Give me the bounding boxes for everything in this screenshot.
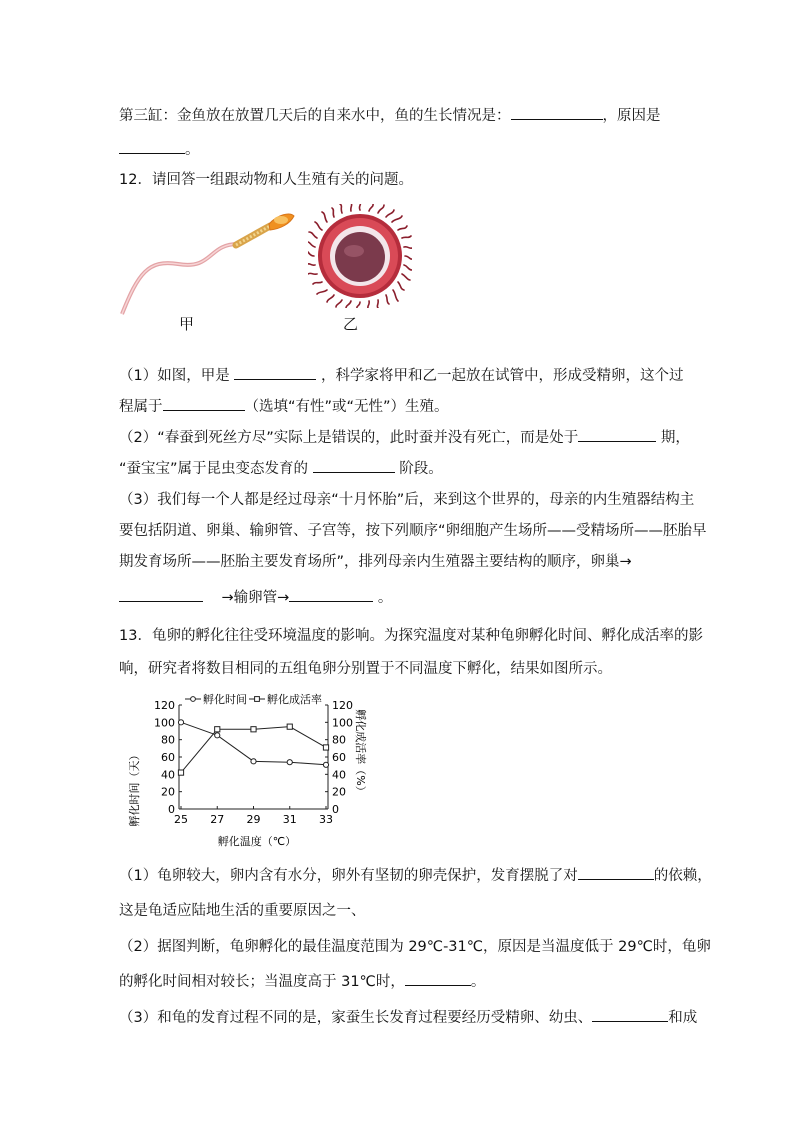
label-yi: 乙	[343, 315, 359, 333]
chart-ylabel-right: 孵化成活率（%）	[354, 709, 367, 797]
chart-point-circle	[178, 720, 183, 725]
q13-p1-line1: （1）龟卵较大，卵内含有水分，卵外有坚韧的卵壳保护，发育摆脱了对 的依赖，	[119, 864, 712, 885]
chart-ytick-label-left: 0	[168, 803, 175, 816]
q13-p3-line1: （3）和龟的发育过程不同的是，家蚕生长发育过程要经历受精卵、幼虫、 和成	[119, 1006, 697, 1027]
chart-ytick-label-left: 120	[154, 699, 175, 712]
answer-blank[interactable]	[511, 105, 603, 120]
chart-legend-label: 孵化时间	[203, 693, 247, 706]
q12-p3-line3: 期发育场所——胚胎主要发育场所”，排列母亲内生殖器主要结构的顺序，卵巢→	[119, 554, 632, 570]
chart-point-square	[215, 727, 220, 732]
chart-point-square	[323, 745, 328, 750]
answer-blank[interactable]	[119, 587, 203, 602]
chart-point-square	[178, 770, 183, 775]
answer-blank[interactable]	[313, 458, 395, 473]
q12-p2-line1: （2）“春蚕到死丝方尽”实际上是错误的，此时蚕并没有死亡，而是处于 期，	[119, 426, 690, 447]
chart-ytick-label-left: 80	[161, 733, 175, 747]
q13-p1-line2: 这是龟适应陆地生活的重要原因之一、	[119, 903, 366, 919]
q13-p2-line1: （2）据图判断，龟卵孵化的最佳温度范围为 29℃-31℃，原因是当温度低于 29℃时，龟卵	[119, 939, 711, 955]
chart-ytick-label-left: 20	[161, 785, 175, 799]
q12-p1-line1: （1）如图，甲是 ，科学家将甲和乙一起放在试管中，形成受精卵，这个过	[119, 364, 683, 385]
chart-ytick-label-left: 100	[154, 716, 175, 730]
chart-ytick-label-right: 80	[332, 733, 346, 747]
chart-ytick-label-right: 40	[332, 768, 346, 782]
tank3-line-2: 。	[119, 138, 200, 159]
chart-ylabel-left: 孵化时间（天）	[128, 749, 141, 827]
chart-point-circle	[251, 759, 256, 764]
chart-ytick-label-right: 100	[332, 716, 353, 730]
chart-point-circle	[215, 733, 220, 738]
chart-xlabel: 孵化温度（℃）	[217, 835, 297, 848]
chart-legend-label: 孵化成活率	[267, 693, 322, 706]
chart-ytick-label-left: 40	[161, 768, 175, 782]
q12-p1-line2: 程属于 （选填“有性”或“无性”）生殖。	[119, 395, 449, 416]
q12-stem: 12．请回答一组跟动物和人生殖有关的问题。	[119, 172, 413, 188]
chart-legend-marker	[255, 697, 260, 702]
chart-point-square	[287, 724, 292, 729]
tank3-line: 第三缸：金鱼放在放置几天后的自来水中，鱼的生长情况是： ，原因是	[119, 104, 661, 125]
hatching-chart	[125, 693, 370, 853]
chart-legend-marker	[191, 697, 196, 702]
answer-blank[interactable]	[234, 365, 316, 380]
chart-point-circle	[287, 760, 292, 765]
chart-ytick-label-right: 0	[332, 803, 339, 816]
label-jia: 甲	[179, 315, 195, 333]
chart-xtick-label: 29	[246, 813, 261, 826]
answer-blank[interactable]	[578, 427, 656, 442]
chart-ytick-label-left: 60	[161, 751, 175, 764]
q13-stem-line2: 响，研究者将数目相同的五组龟卵分别置于不同温度下孵化，结果如图所示。	[119, 661, 612, 677]
chart-ytick-label-right: 120	[332, 699, 353, 712]
answer-blank[interactable]	[163, 396, 245, 411]
chart-ytick-label-right: 60	[332, 751, 346, 764]
answer-blank[interactable]	[405, 971, 471, 986]
answer-blank[interactable]	[289, 587, 373, 602]
chart-xtick-label: 27	[210, 813, 225, 826]
q13-stem-line1: 13．龟卵的孵化往往受环境温度的影响。为探究温度对某种龟卵孵化时间、孵化成活率的影	[119, 628, 703, 644]
sperm-illustration	[118, 204, 298, 319]
chart-xtick-label: 33	[319, 813, 333, 826]
chart-xtick-label: 31	[282, 813, 297, 826]
chart-ytick-label-right: 20	[332, 785, 346, 799]
q12-p3-line1: （3）我们每一个人都是经过母亲“十月怀胎”后，来到这个世界的，母亲的内生殖器结构主	[119, 492, 695, 508]
egg-illustration	[308, 204, 412, 308]
q13-p2-line2: 的孵化时间相对较长；当温度高于 31℃时， 。	[119, 970, 485, 991]
answer-blank[interactable]	[592, 1007, 668, 1022]
chart-point-square	[251, 727, 256, 732]
q12-p3-line2: 要包括阴道、卵巢、输卵管、子宫等，按下列顺序“卵细胞产生场所——受精场所——胚胎早	[119, 523, 707, 539]
answer-blank[interactable]	[578, 865, 654, 880]
q12-p2-line2: “蚕宝宝”属于昆虫变态发育的 阶段。	[119, 457, 443, 478]
q12-p3-line4: →输卵管→ 。	[119, 586, 392, 607]
chart-series-line-2	[181, 727, 326, 773]
chart-point-circle	[323, 762, 328, 767]
chart-xtick-label: 25	[174, 813, 188, 826]
answer-blank[interactable]	[119, 139, 185, 154]
